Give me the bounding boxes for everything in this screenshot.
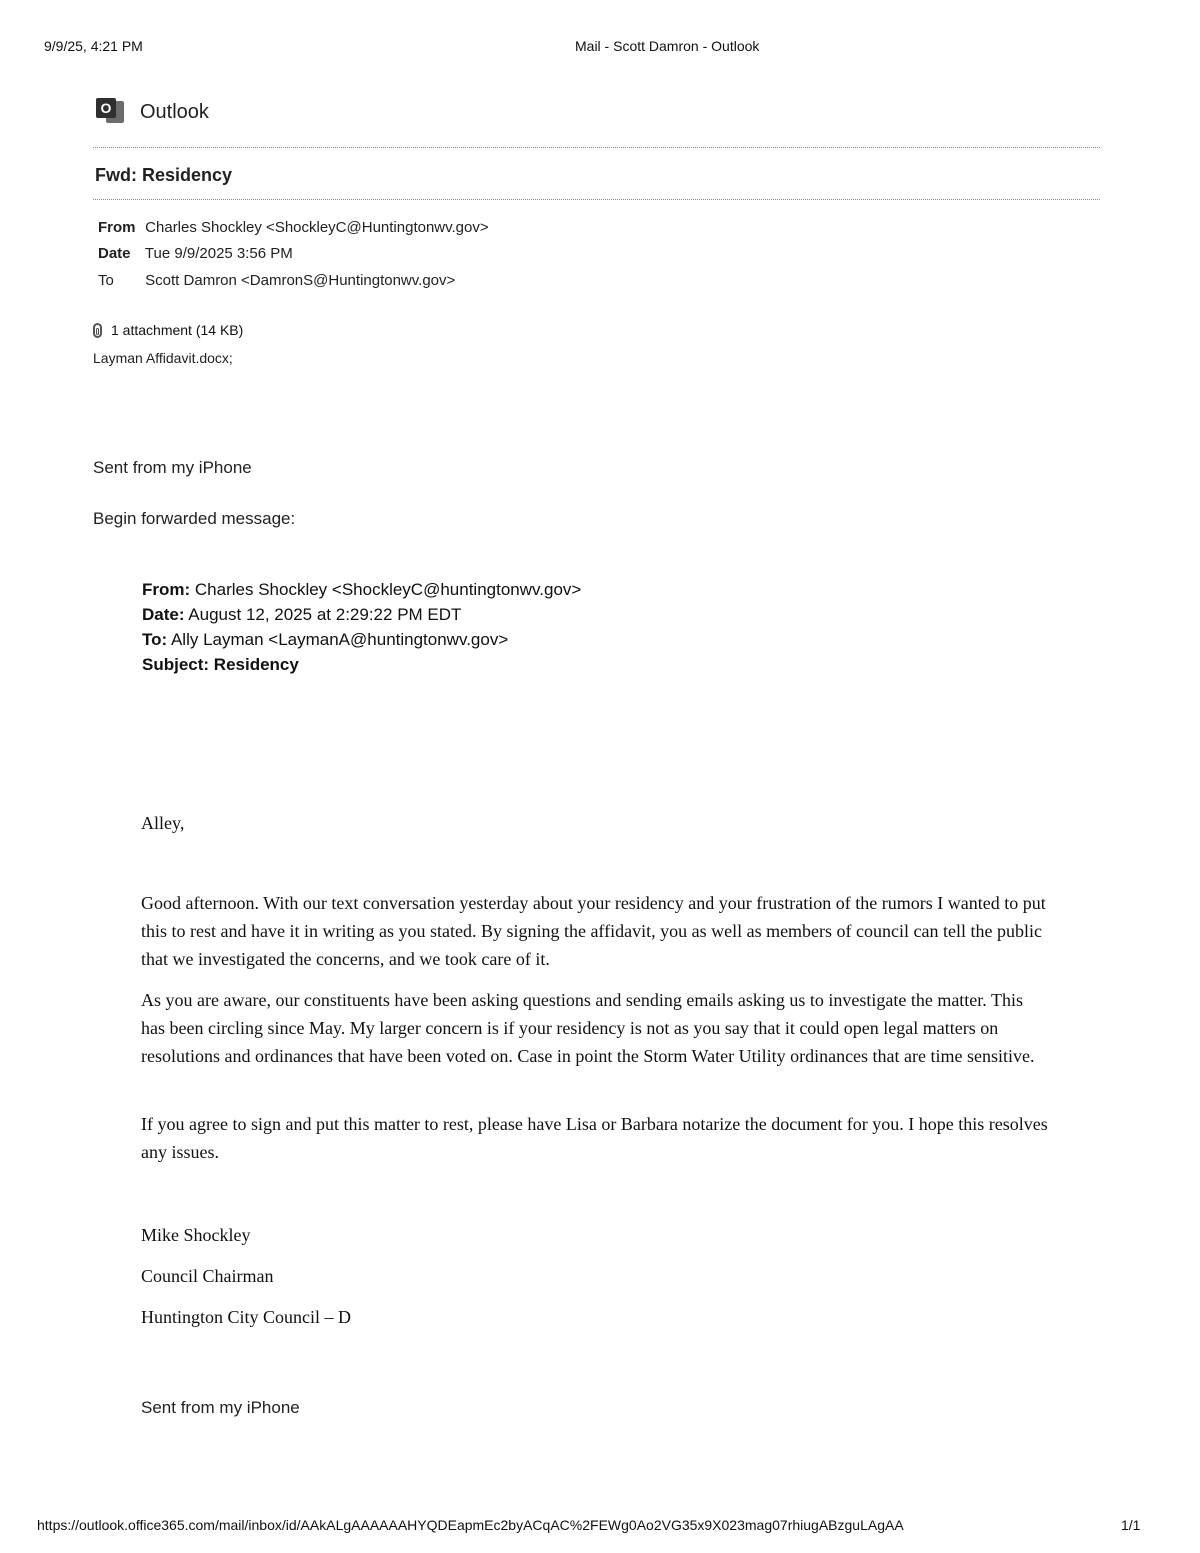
forwarded-to-value: Ally Layman <LaymanA@huntingtonwv.gov> <box>167 630 509 649</box>
signature-name: Mike Shockley <box>141 1225 251 1245</box>
forwarded-subject-row <box>142 652 581 677</box>
email-from-value: Charles Shockley <ShockleyC@Huntingtonwv.gov> <box>145 219 489 236</box>
print-footer-page-number: 1/1 <box>1121 1517 1141 1533</box>
forwarded-subject-value: Residency <box>209 655 299 674</box>
letter-paragraph-2: As you are aware, our constituents have been asking questions and sending emails asking us to investigate the matter. This has been circling since May. My larger concern is if your residency is not as you say that it could open legal matters on resolutions and ordinances that have been voted on. Case in point the Storm Water Utility ordinances that are time sensitive. <box>141 990 1035 1066</box>
attachment-summary <box>93 322 243 338</box>
sent-from-iphone-top: Sent from my iPhone <box>93 458 252 477</box>
paperclip-icon <box>93 323 102 338</box>
forwarded-header-block <box>142 577 581 677</box>
forwarded-date-row <box>142 602 581 627</box>
sent-from-iphone-bottom: Sent from my iPhone <box>141 1398 300 1417</box>
app-name: Outlook <box>140 100 209 123</box>
email-date-value: Tue 9/9/2025 3:56 PM <box>144 245 293 262</box>
email-to-label: To <box>98 272 114 289</box>
letter-paragraph-1: Good afternoon. With our text conversation yesterday about your residency and your frustration of the rumors I wanted to put this to rest and have it in writing as you stated. By signing the affidavit, you as well as members of council can tell the public that we investigated the concerns, and we took care of it. <box>141 893 1046 969</box>
forwarded-from-label: From: <box>142 580 191 599</box>
forwarded-to-row <box>142 627 581 652</box>
forwarded-from-row <box>142 577 581 602</box>
print-header-window-title: Mail - Scott Damron - Outlook <box>575 38 760 54</box>
forwarded-date-value: August 12, 2025 at 2:29:22 PM EDT <box>184 605 462 624</box>
email-from-row <box>98 219 489 236</box>
signature-organization: Huntington City Council – D <box>141 1307 352 1327</box>
letter-greeting: Alley, <box>141 813 185 833</box>
print-header-datetime: 9/9/25, 4:21 PM <box>44 38 143 54</box>
header-divider <box>93 147 1100 148</box>
subject-divider <box>93 199 1100 200</box>
email-date-row <box>98 245 293 262</box>
print-footer-url: https://outlook.office365.com/mail/inbox/id/AAkALgAAAAAAHYQDEapmEc2byACqAC%2FEWg0Ao2VG35x9X023mag07rhiugABzguLAgAA <box>37 1517 904 1533</box>
outlook-logo-letter: O <box>96 98 116 118</box>
forwarded-subject-label: Subject: <box>142 655 210 674</box>
forwarded-date-label: Date: <box>142 605 185 624</box>
app-brand <box>96 98 209 126</box>
email-to-value: Scott Damron <DamronS@Huntingtonwv.gov> <box>145 272 456 289</box>
email-date-label: Date <box>98 245 131 262</box>
outlook-logo-icon <box>96 98 126 126</box>
letter-paragraph-3: If you agree to sign and put this matter to rest, please have Lisa or Barbara notarize the document for you. I hope this resolves any issues. <box>141 1114 1048 1162</box>
email-to-row <box>98 272 455 289</box>
begin-forwarded-message: Begin forwarded message: <box>93 509 296 528</box>
email-from-label: From <box>98 219 136 236</box>
email-subject: Fwd: Residency <box>95 165 233 185</box>
attachment-file-link[interactable]: Layman Affidavit.docx; <box>93 350 233 366</box>
signature-title: Council Chairman <box>141 1266 274 1286</box>
attachment-summary-text: 1 attachment (14 KB) <box>111 322 244 338</box>
forwarded-from-value: Charles Shockley <ShockleyC@huntingtonwv.gov> <box>190 580 582 599</box>
forwarded-to-label: To: <box>142 630 168 649</box>
